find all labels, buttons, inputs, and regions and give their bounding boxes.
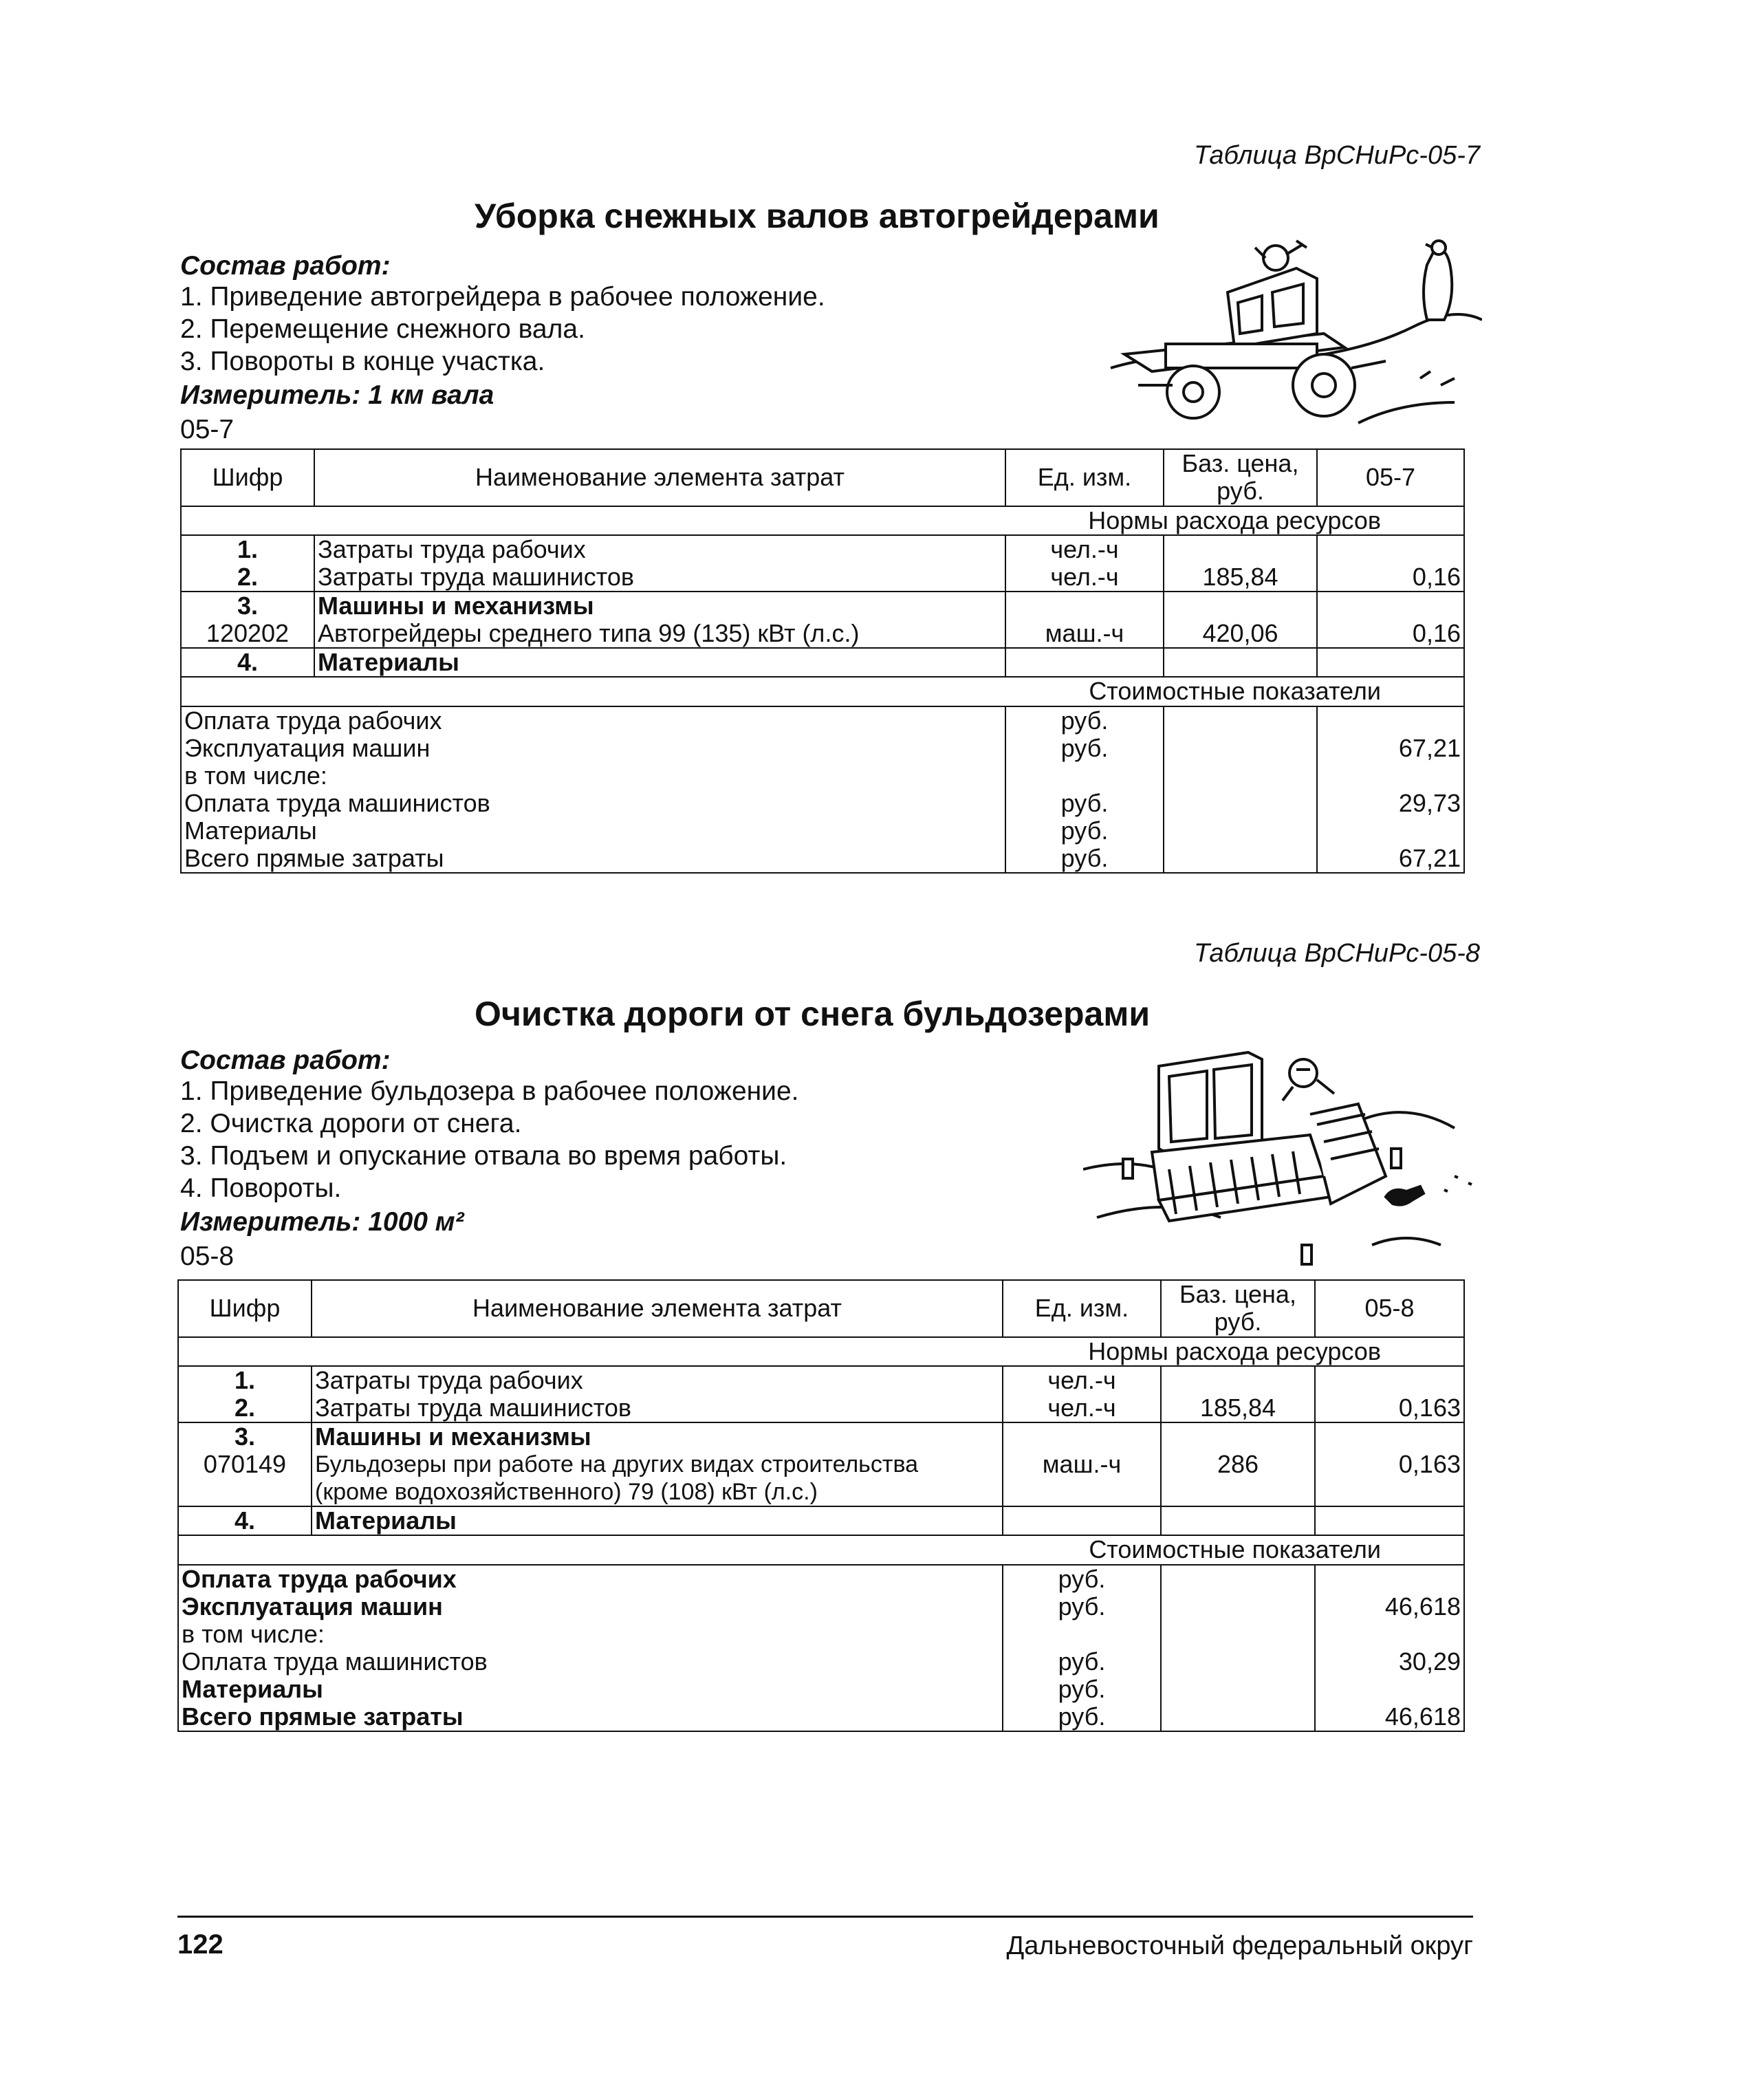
cost-label: Стоимостные показатели xyxy=(178,1535,1464,1564)
labor-group-row xyxy=(178,1366,1464,1422)
cost-names: Оплата труда рабочих Эксплуатация машин в том числе: Оплата труда машинистов Материалы Всего прямые затраты xyxy=(178,1565,1003,1731)
machines-group-row xyxy=(178,1422,1464,1506)
resource-names: Машины и механизмы Автогрейдеры среднего типа 99 (135) кВт (л.с.) xyxy=(314,592,1005,648)
meter-label: Измеритель: 1 км вала xyxy=(180,380,494,410)
norms-label-row xyxy=(181,506,1464,535)
resource-prices: 185,84 xyxy=(1161,1366,1315,1422)
materials-row xyxy=(178,1506,1464,1535)
cost-label-row xyxy=(181,677,1464,706)
resource-nums: 3. 120202 xyxy=(181,592,314,648)
resource-values: 0,16 xyxy=(1317,535,1464,592)
cost-names: Оплата труда рабочих Эксплуатация машин в том числе: Оплата труда машинистов Материалы Всего прямые затраты xyxy=(181,706,1005,873)
table-caption: Таблица ВрСНиРс-05-7 xyxy=(1193,141,1480,170)
norms-table xyxy=(177,1279,1465,1732)
cost-label: Стоимостные показатели xyxy=(181,677,1464,706)
resource-nums: 3. 070149 xyxy=(178,1422,312,1506)
bulldozer-illustration xyxy=(1083,1039,1482,1272)
materials-name: Материалы xyxy=(314,648,1005,677)
resource-units: маш.-ч xyxy=(1003,1422,1161,1506)
header-price: Баз. цена, руб. xyxy=(1161,1280,1315,1337)
labor-group-row xyxy=(181,535,1464,592)
table-code: 05-7 xyxy=(180,415,235,444)
header-row xyxy=(178,1280,1464,1337)
resource-units: чел.-ч чел.-ч xyxy=(1005,535,1164,592)
composition-label: Состав работ: xyxy=(180,1046,391,1075)
work-list xyxy=(180,1075,799,1204)
header-unit: Ед. изм. xyxy=(1003,1280,1161,1337)
grader-illustration xyxy=(1097,230,1482,437)
materials-num: 4. xyxy=(181,648,314,677)
section-title: Уборка снежных валов автогрейдерами xyxy=(475,197,1159,235)
composition-label: Состав работ: xyxy=(180,251,391,281)
header-price: Баз. цена, руб. xyxy=(1164,449,1317,506)
work-item: 2. Очистка дороги от снега. xyxy=(180,1109,522,1138)
footer-rule xyxy=(177,1916,1473,1918)
page-number: 122 xyxy=(177,1929,224,1960)
resource-names: Машины и механизмы Бульдозеры при работе на других видах строительства (кроме водохозяйственного) 79 (108) кВт (л.с.) xyxy=(312,1422,1003,1506)
norms-label-row xyxy=(178,1337,1464,1366)
section-title: Очистка дороги от снега бульдозерами xyxy=(475,995,1151,1033)
meter-label: Измеритель: 1000 м² xyxy=(180,1207,464,1237)
cost-rows xyxy=(181,706,1464,873)
header-code: 05-7 xyxy=(1317,449,1464,506)
resource-nums: 1. 2. xyxy=(178,1366,312,1422)
footer-region: Дальневосточный федеральный округ xyxy=(1006,1931,1473,1960)
work-item: 1. Приведение бульдозера в рабочее положение. xyxy=(180,1076,799,1106)
work-list xyxy=(180,281,825,378)
work-item: 2. Перемещение снежного вала. xyxy=(180,314,585,344)
cost-units: руб. руб. руб. руб. руб. xyxy=(1005,706,1164,873)
work-item: 3. Повороты в конце участка. xyxy=(180,347,545,376)
cost-units: руб. руб. руб. руб. руб. xyxy=(1003,1565,1161,1731)
header-name: Наименование элемента затрат xyxy=(314,449,1005,506)
cost-rows xyxy=(178,1565,1464,1731)
resource-values: 0,16 xyxy=(1317,592,1464,648)
resource-prices: 286 xyxy=(1161,1422,1315,1506)
header-name: Наименование элемента затрат xyxy=(312,1280,1003,1337)
work-item: 4. Повороты. xyxy=(180,1173,342,1203)
header-unit: Ед. изм. xyxy=(1005,449,1164,506)
materials-row xyxy=(181,648,1464,677)
work-item: 3. Подъем и опускание отвала во время работы. xyxy=(180,1141,787,1171)
norms-label: Нормы расхода ресурсов xyxy=(181,506,1464,535)
resource-names: Затраты труда рабочих Затраты труда машинистов xyxy=(312,1366,1003,1422)
resource-prices: 420,06 xyxy=(1164,592,1317,648)
norms-label: Нормы расхода ресурсов xyxy=(178,1337,1464,1366)
resource-units: маш.-ч xyxy=(1005,592,1164,648)
work-item: 1. Приведение автогрейдера в рабочее положение. xyxy=(180,282,825,312)
header-row xyxy=(181,449,1464,506)
header-cipher: Шифр xyxy=(181,449,314,506)
table-code: 05-8 xyxy=(180,1242,235,1271)
machines-group-row xyxy=(181,592,1464,648)
header-code: 05-8 xyxy=(1315,1280,1464,1337)
resource-units: чел.-ч чел.-ч xyxy=(1003,1366,1161,1422)
header-cipher: Шифр xyxy=(178,1280,312,1337)
resource-prices: 185,84 xyxy=(1164,535,1317,592)
resource-names: Затраты труда рабочих Затраты труда машинистов xyxy=(314,535,1005,592)
materials-name: Материалы xyxy=(312,1506,1003,1535)
resource-values: 0,163 xyxy=(1315,1422,1464,1506)
resource-values: 0,163 xyxy=(1315,1366,1464,1422)
norms-table xyxy=(180,448,1465,874)
cost-label-row xyxy=(178,1535,1464,1564)
cost-values: 46,618 30,29 46,618 xyxy=(1315,1565,1464,1731)
resource-nums: 1. 2. xyxy=(181,535,314,592)
materials-num: 4. xyxy=(178,1506,312,1535)
cost-values: 67,21 29,73 67,21 xyxy=(1317,706,1464,873)
table-caption: Таблица ВрСНиРс-05-8 xyxy=(1193,939,1480,968)
